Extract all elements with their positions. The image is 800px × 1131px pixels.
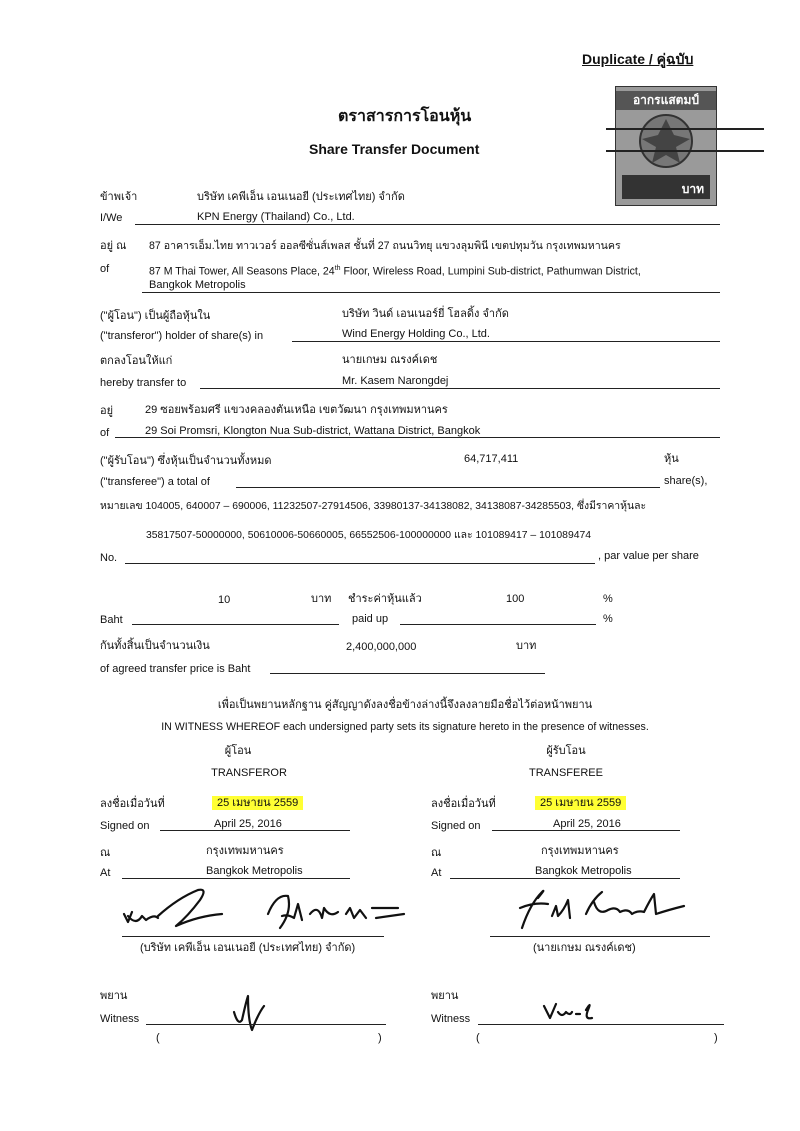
stamp-cancel-line-2 [606, 150, 764, 152]
transferor-address-english-2: Bangkok Metropolis [149, 279, 246, 291]
percent-sign-2: % [603, 613, 613, 625]
right-place-english: Bangkok Metropolis [535, 865, 632, 877]
revenue-stamp [615, 86, 717, 206]
left-signed-label-english: Signed on [100, 820, 150, 832]
left-at-label-english: At [100, 867, 111, 879]
transferor-signature-1 [118, 886, 228, 936]
right-witness-label-english: Witness [431, 1013, 471, 1025]
right-witness-paren-open: ( [476, 1032, 480, 1044]
witness-text-english: IN WITNESS WHEREOF each undersigned party sets its signature hereto in the presence of witnesses. [161, 721, 649, 733]
left-date-line [160, 830, 350, 831]
baht-label-thai: บาท [311, 593, 332, 605]
transferee-address-label-english: of [100, 427, 110, 439]
left-place-line [122, 878, 350, 879]
transferor-signature-2 [258, 884, 408, 940]
transferor-name-english: KPN Energy (Thailand) Co., Ltd. [197, 211, 355, 223]
transferor-name-line [135, 224, 720, 225]
iwe-label-english: I/We [100, 212, 123, 224]
transferee-role-thai: ผู้รับโอน [546, 745, 586, 757]
left-place-thai: กรุงเทพมหานคร [206, 845, 284, 857]
percent-sign-1: % [603, 593, 613, 605]
transferee-address-thai: 29 ซอยพร้อมศรี แขวงคลองตันเหนือ เขตวัฒนา กรุงเทพมหานคร [145, 404, 448, 416]
price-line [270, 673, 545, 674]
transferor-role-thai: ผู้โอน [224, 745, 252, 757]
transferor-address-english: 87 M Thai Tower, All Seasons Place, 24th Floor, Wireless Road, Lumpini Sub-district, Pathumwan District, [149, 265, 641, 278]
transferee-address-label-thai: อยู่ [100, 405, 114, 417]
right-date-thai: 25 เมษายน 2559 [535, 796, 626, 810]
left-witness-signature [224, 990, 274, 1036]
title-thai: ตราสารการโอนหุ้น [338, 108, 472, 125]
stamp-label: อากรแสตมป์ [616, 91, 716, 110]
price-unit-thai: บาท [516, 640, 537, 652]
right-place-thai: กรุงเทพมหานคร [541, 845, 619, 857]
number-label: No. [100, 552, 118, 564]
right-date-line [492, 830, 680, 831]
right-at-label-english: At [431, 867, 442, 879]
right-witness-line [478, 1024, 724, 1025]
share-numbers-line-2: 35817507-50000000, 50610006-50660005, 66552506-100000000 และ 101089417 – 101089474 [146, 530, 592, 541]
duplicate-label: Duplicate / คู่ฉบับ [582, 51, 694, 67]
right-signed-label-thai: ลงชื่อเมื่อวันที่ [431, 798, 496, 810]
share-unit-thai: หุ้น [664, 453, 679, 465]
share-numbers-line-1: หมายเลข 104005, 640007 – 690006, 11232507-27914506, 33980137-34138082, 34138087-34285503, ซึ่งมีราคาหุ้นละ [100, 501, 647, 512]
transferee-name-line [200, 388, 720, 389]
transferee-signer-name: (นายเกษม ณรงค์เดช) [533, 942, 636, 954]
right-signature-line [490, 936, 710, 937]
left-date-thai: 25 เมษายน 2559 [212, 796, 303, 810]
share-count: 64,717,411 [464, 453, 519, 465]
company-name-english: Wind Energy Holding Co., Ltd. [342, 328, 490, 340]
price-label-thai: กันทั้งสิ้นเป็นจำนวนเงิน [100, 640, 210, 652]
share-numbers-line [125, 563, 595, 564]
left-witness-label-thai: พยาน [100, 990, 128, 1002]
transferee-role-english: TRANSFEREE [529, 767, 603, 779]
left-witness-label-english: Witness [100, 1013, 140, 1025]
address-label-thai: อยู่ ณ [100, 240, 127, 252]
holder-label-english: ("transferor") holder of share(s) in [100, 330, 264, 342]
total-label-thai: ("ผู้รับโอน") ซึ่งหุ้นเป็นจำนวนทั้งหมด [100, 455, 272, 467]
left-witness-paren-open: ( [156, 1032, 160, 1044]
right-witness-label-thai: พยาน [431, 990, 459, 1002]
right-signed-label-english: Signed on [431, 820, 481, 832]
price-label-english: of agreed transfer price is Baht [100, 663, 251, 675]
left-witness-paren-close: ) [378, 1032, 382, 1044]
title-english: Share Transfer Document [309, 141, 480, 157]
par-value-line [132, 624, 339, 625]
address-label-english: of [100, 263, 110, 275]
total-label-english: ("transferee") a total of [100, 476, 210, 488]
left-date-english: April 25, 2016 [214, 818, 282, 830]
transferee-address-english: 29 Soi Promsri, Klongton Nua Sub-district, Wattana District, Bangkok [145, 425, 481, 437]
left-place-english: Bangkok Metropolis [206, 865, 303, 877]
garuda-emblem-icon [634, 111, 698, 171]
transferor-signer-name: (บริษัท เคพีเอ็น เอนเนอยี (ประเทศไทย) จำกัด) [140, 942, 356, 954]
transfer-to-label-thai: ตกลงโอนให้แก่ [100, 355, 173, 367]
left-signature-line [122, 936, 384, 937]
left-signed-label-thai: ลงชื่อเมื่อวันที่ [100, 798, 165, 810]
witness-text-thai: เพื่อเป็นพยานหลักฐาน คู่สัญญาดังลงชื่อข้างล่างนี้จึงลงลายมือชื่อไว้ต่อหน้าพยาน [217, 699, 593, 711]
right-at-label-thai: ณ [431, 847, 442, 859]
price-value: 2,400,000,000 [346, 641, 417, 653]
paid-up-label-thai: ชำระค่าหุ้นแล้ว [348, 593, 422, 605]
transferee-address-line [115, 437, 720, 438]
stamp-cancel-line-1 [606, 128, 764, 130]
share-count-line [236, 487, 660, 488]
right-witness-paren-close: ) [714, 1032, 718, 1044]
paid-up-value: 100 [506, 593, 525, 605]
iwe-label-thai: ข้าพเจ้า [100, 191, 138, 203]
right-date-english: April 25, 2016 [553, 818, 621, 830]
transferor-address-thai: 87 อาคารเอ็ม.ไทย ทาวเวอร์ ออลซีซั่นส์เพลส ชั้นที่ 27 ถนนวิทยุ แขวงลุมพินี เขตปทุมวัน กรุงเทพมหานคร [149, 240, 621, 252]
transferor-name-thai: บริษัท เคพีเอ็น เอนเนอยี (ประเทศไทย) จำกัด [197, 191, 405, 203]
stamp-unit: บาท [681, 182, 704, 196]
company-line [292, 341, 720, 342]
stamp-value-box [622, 175, 710, 199]
right-witness-signature [540, 996, 600, 1026]
transferor-role-english: TRANSFEROR [211, 767, 287, 779]
par-value-label: , par value per share [598, 550, 699, 562]
transferee-signature [508, 880, 688, 936]
baht-label-english: Baht [100, 614, 123, 626]
company-name-thai: บริษัท วินด์ เอนเนอร์ยี่ โฮลดิ้ง จำกัด [342, 308, 509, 320]
transfer-to-label-english: hereby transfer to [100, 377, 187, 389]
paid-up-line [400, 624, 596, 625]
left-witness-line [146, 1024, 386, 1025]
share-unit-english: share(s), [664, 475, 708, 487]
paid-up-label-english: paid up [352, 613, 389, 625]
transferee-name-english: Mr. Kasem Narongdej [342, 375, 449, 387]
address-line [142, 292, 720, 293]
left-at-label-thai: ณ [100, 847, 111, 859]
par-value: 10 [218, 594, 231, 606]
transferee-name-thai: นายเกษม ณรงค์เดช [342, 354, 438, 366]
holder-label-thai: ("ผู้โอน") เป็นผู้ถือหุ้นใน [100, 310, 211, 322]
right-place-line [450, 878, 680, 879]
